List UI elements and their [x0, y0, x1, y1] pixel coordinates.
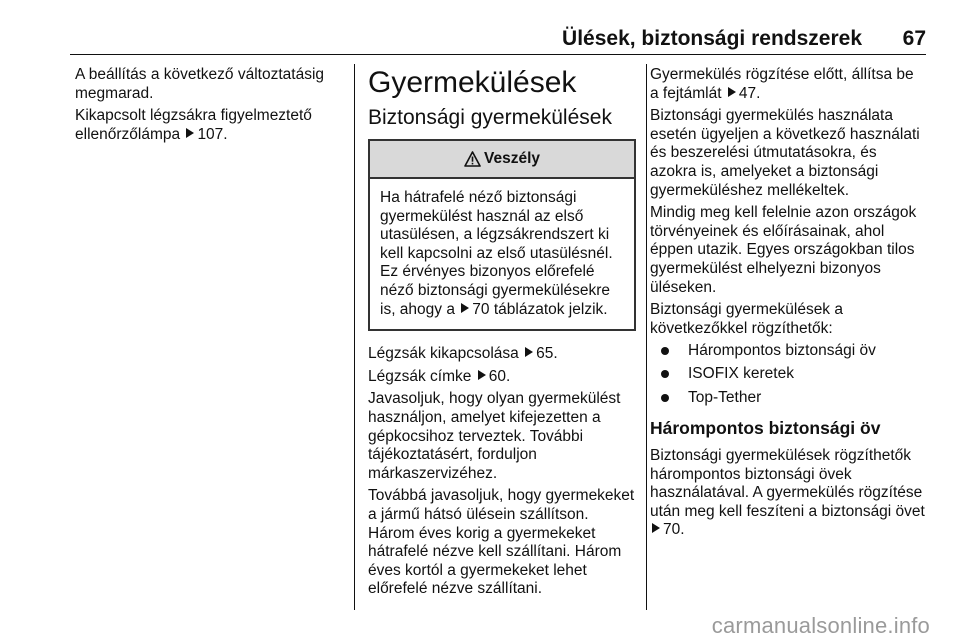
three-point-belt-heading: Hárompontos biztonsági öv [650, 418, 881, 439]
page-reference[interactable] [726, 85, 761, 102]
page-ref-arrow-icon [728, 87, 736, 97]
warning-header [370, 141, 634, 179]
bullet-icon [661, 394, 669, 402]
column-2 [368, 66, 636, 603]
page-reference[interactable] [184, 126, 227, 143]
airbag-label-text: Légzsák címke [368, 367, 472, 385]
bullet-icon [661, 370, 669, 378]
list-item-text: Hárompontos biztonsági öv [688, 342, 876, 360]
page-reference[interactable] [459, 301, 489, 318]
warning-title: Veszély [483, 150, 541, 167]
three-point-belt-paragraph [650, 447, 926, 540]
laws-paragraph: Mindig meg kell felelnie azon országok törvényeinek és előírásainak, ahol éppen utazik. Egyes országokban tilos gyermekülést elhelyezni bizonyos üléseken. [650, 204, 917, 296]
page-ref-number: 60. [488, 367, 511, 385]
airbag-deactivation-ref [368, 345, 636, 364]
header-divider [70, 54, 926, 55]
page-ref-number: 65. [536, 345, 558, 363]
list-item-text: ISOFIX keretek [688, 365, 794, 383]
danger-warning-box [368, 139, 636, 331]
page-reference[interactable] [476, 368, 511, 385]
column-divider-left [354, 64, 355, 610]
page-number: 67 [902, 27, 926, 50]
chapter-heading: Gyermekülések [368, 66, 577, 99]
bullet-icon [661, 347, 669, 355]
airbag-label-ref [368, 368, 636, 387]
page-ref-number: 107. [197, 125, 228, 143]
airbag-lamp-text: Kikapcsolt légzsákra figyelmeztető ellenőrzőlámpa [75, 107, 312, 143]
warning-text [370, 179, 634, 329]
column-1 [75, 66, 347, 148]
warning-body-text-end: táblázatok jelzik. [493, 300, 608, 318]
list-item [650, 342, 926, 361]
column-divider-right [646, 64, 647, 610]
warning-triangle-icon [464, 151, 481, 167]
three-point-belt-text: Biztonsági gyermekülések rögzíthetők hárompontos biztonsági övek használatával. A gyermekülés rögzítése után meg kell feszíteni a biztonsági övet [650, 447, 925, 520]
page-reference[interactable] [523, 345, 558, 362]
fastening-intro: Biztonsági gyermekülések a következőkkel rögzíthetők: [650, 301, 843, 337]
list-item [650, 389, 926, 408]
rear-seat-paragraph: Továbbá javasoljuk, hogy gyermekeket a jármű hátsó ülésein szállítson. Három éves korig a gyermekeket hátrafelé nézve kell szállítani. Három éves kortól a gyermekeket lehet előrefelé nézve szállítani. [368, 487, 635, 598]
section-title: Ülések, biztonsági rendszerek [562, 27, 862, 50]
airbag-deactivation-text: Légzsák kikapcsolása [368, 345, 519, 363]
page-ref-number: 70. [663, 521, 685, 539]
headrest-note [650, 66, 926, 103]
page-ref-arrow-icon [186, 128, 194, 138]
page-ref-arrow-icon [652, 523, 660, 533]
page-ref-arrow-icon [461, 303, 469, 313]
page-ref-number: 70 [472, 300, 490, 318]
page-header [70, 26, 926, 52]
page-ref-arrow-icon [525, 347, 533, 357]
recommendation-paragraph: Javasoljuk, hogy olyan gyermekülést használjon, amelyet kifejezetten a gépkocsihoz terveztek. További tájékoztatásért, forduljon márkaszervizéhez. [368, 390, 621, 482]
fastening-methods-list [650, 342, 926, 407]
page-ref-arrow-icon [478, 370, 486, 380]
list-item [650, 365, 926, 384]
chapter-subheading: Biztonsági gyermekülések [368, 106, 612, 129]
watermark: carmanualsonline.info [711, 613, 930, 638]
headrest-text: Gyermekülés rögzítése előtt, állítsa be a fejtámlát [650, 66, 914, 102]
setting-note: A beállítás a következő változtatásig megmarad. [75, 66, 325, 102]
airbag-warning-lamp-note [75, 107, 347, 144]
warning-body-text: Ha hátrafelé néző biztonsági gyermekülést használ az első utasülésen, a légzsákrendszert ki kell kapcsolni az első utasülésnél. Ez érvényes bizonyos előrefelé néző biztonsági gyermekülésekre is, ahogy a [380, 189, 613, 318]
page-reference[interactable] [650, 521, 685, 538]
page-ref-number: 47. [738, 84, 761, 102]
instructions-paragraph: Biztonsági gyermekülés használata esetén ügyeljen a következő használati és beszerelési útmutatásokra, és azokra is, amelyeket a biztonsági gyermeküléshez mellékeltek. [650, 107, 920, 199]
column-3 [650, 66, 926, 544]
list-item-text: Top-Tether [688, 388, 762, 406]
